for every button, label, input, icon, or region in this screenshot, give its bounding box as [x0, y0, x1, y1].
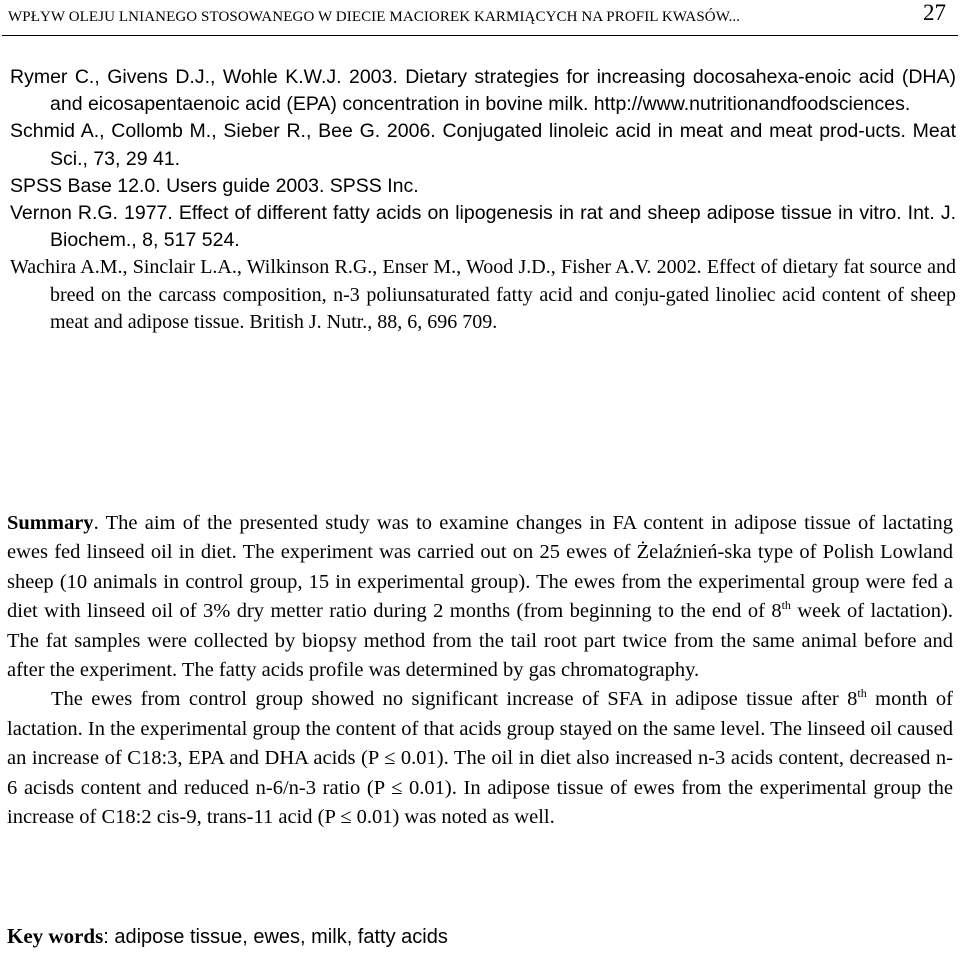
summary-text: . The aim of the presented study was to examine changes in FA content in adipose tissue of lactating ewes fed linseed oil in diet. The experiment was carried out on 25 ewes of Żelaźnień-ska type of Polish Lowland sheep (10 animals in control group, 15 in experimental group). The ewes from the experimental group were fed a diet with linseed oil of 3% dry metter ratio during 2 months (from beginning to the end of 8: [7, 512, 953, 623]
summary-text: month of lactation. In the experimental group the content of that acids group stayed on the same level. The linseed oil caused an increase of C18:3, EPA and DHA acids (P ≤ 0.01). The oil in diet also increased n-3 acids content, decreased n-6 acisds content and reduced n-6/n-3 ratio (P ≤ 0.01). In adipose tissue of ewes from the experimental group the increase of C18:2 cis-9, trans-11 acid (P ≤ 0.01) was noted as well.: [7, 688, 954, 829]
reference-item: SPSS Base 12.0. Users guide 2003. SPSS Inc.: [10, 174, 419, 197]
running-head: [8, 0, 952, 26]
keywords-label: Key words: [7, 924, 104, 948]
reference-item: Schmid A., Collomb M., Sieber R., Bee G. 2006. Conjugated linoleic acid in meat and meat prod-ucts. Meat Sci., 73, 29 41.: [10, 120, 956, 170]
summary-label: Summary: [7, 512, 94, 534]
references-list: [10, 64, 956, 336]
superscript: th: [857, 686, 867, 701]
summary-paragraph: [7, 685, 953, 832]
summary-text: The ewes from control group showed no significant increase of SFA in adipose tissue after 8: [51, 688, 858, 711]
summary-section: [7, 509, 953, 832]
summary-text: week of lactation). The fat samples were collected by biopsy method from the tail root part twice from the same animal before and after the experiment. The fatty acids profile was determined by gas chromatography.: [7, 600, 953, 682]
running-head-title: WPŁYW OLEJU LNIANEGO STOSOWANEGO W DIECIE MACIOREK KARMIĄCYCH NA PROFIL KWASÓW...: [8, 9, 741, 25]
keywords-line: [7, 923, 953, 950]
summary-paragraph: [7, 509, 953, 685]
reference-item: Rymer C., Givens D.J., Wohle K.W.J. 2003. Dietary strategies for increasing docosahexa-enoic acid (DHA) and eicosapentaenoic acid (EPA) concentration in bovine milk. http://www.nutritionandfoodsciences.: [10, 66, 956, 116]
keywords-text: : adipose tissue, ewes, milk, fatty acids: [103, 926, 448, 948]
reference-item: Wachira A.M., Sinclair L.A., Wilkinson R.G., Enser M., Wood J.D., Fisher A.V. 2002. Effect of dietary fat source and breed on the carcass composition, n-3 poliunsaturated fatty acid and conju-gated linoliec acid content of sheep meat and adipose tissue. British J. Nutr., 88, 6, 696 709.: [10, 256, 956, 333]
superscript: th: [781, 598, 791, 613]
header-rule: [2, 35, 958, 36]
page-number: 27: [923, 0, 946, 25]
reference-item: Vernon R.G. 1977. Effect of different fatty acids on lipogenesis in rat and sheep adipose tissue in vitro. Int. J. Biochem., 8, 517 524.: [10, 202, 956, 252]
